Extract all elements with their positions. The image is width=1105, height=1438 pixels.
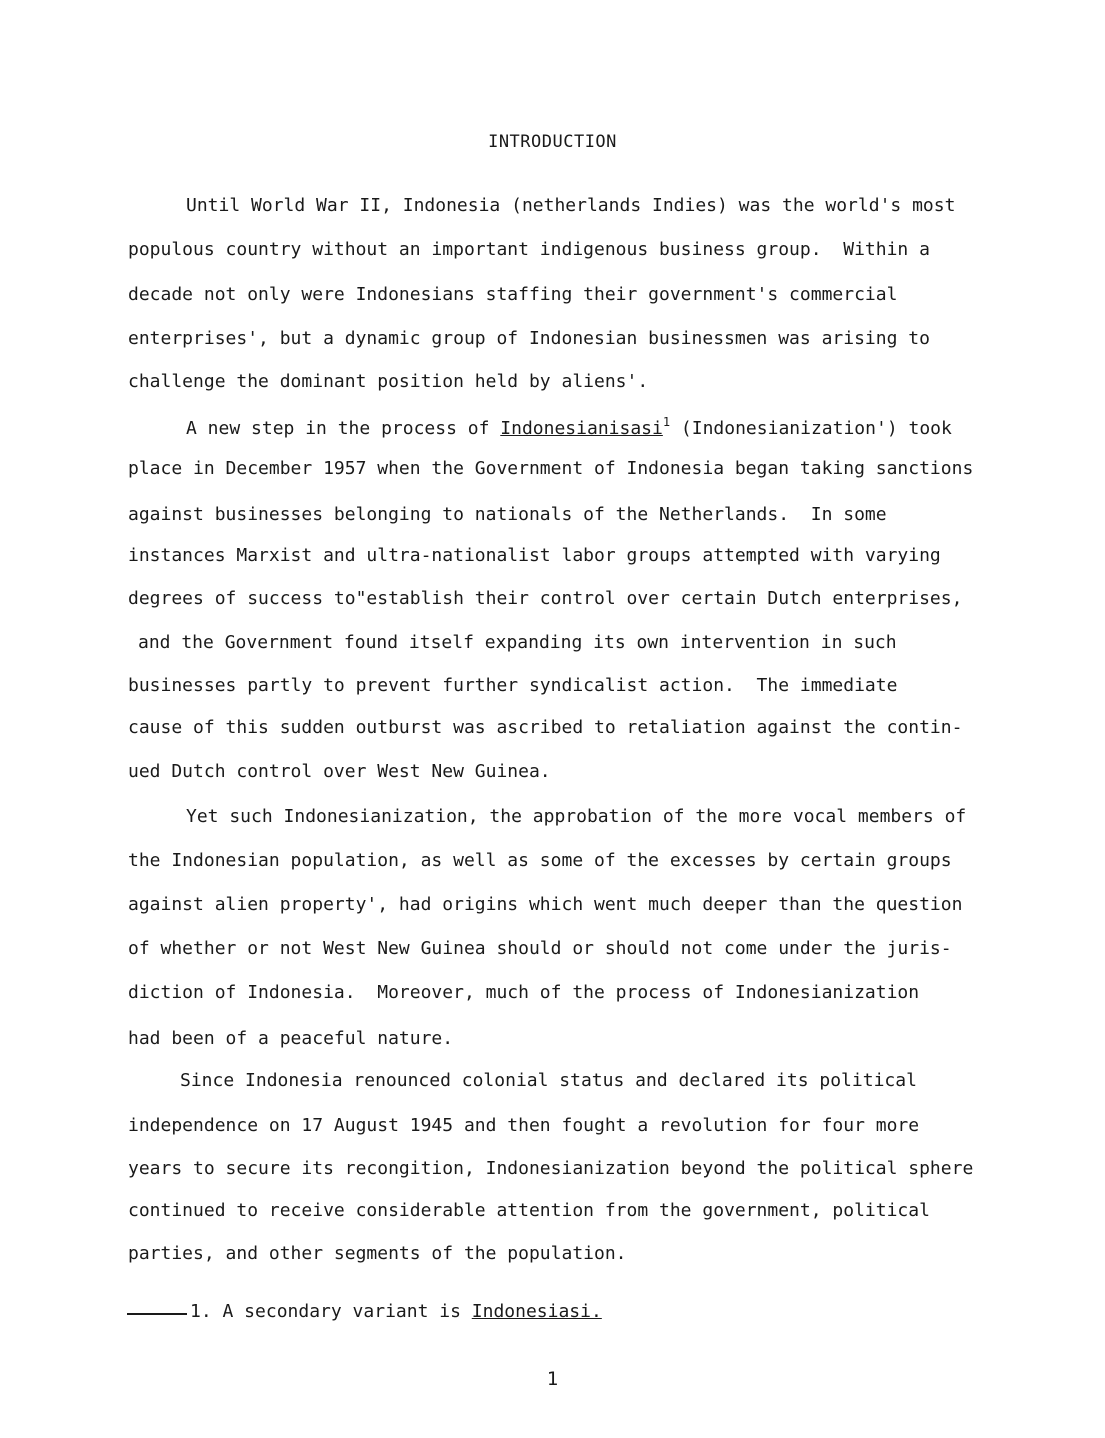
paragraph-2-line-7: businesses partly to prevent further syndicalist action. The immediate — [128, 675, 898, 696]
paragraph-2-line-9: ued Dutch control over West New Guinea. — [128, 761, 551, 782]
paragraph-3-line-5: diction of Indonesia. Moreover, much of the process of Indonesianization — [128, 982, 920, 1003]
paragraph-2-line-1 — [186, 415, 952, 439]
paragraph-2-line-3: against businesses belonging to nationals of the Netherlands. In some — [128, 504, 887, 525]
paragraph-4-line-5: parties, and other segments of the population. — [128, 1243, 627, 1264]
paragraph-2-line-6: and the Government found itself expanding its own intervention in such — [138, 632, 897, 653]
paragraph-2-line-8: cause of this sudden outburst was ascribed to retaliation against the contin- — [128, 717, 963, 738]
footnote-rule — [127, 1313, 187, 1315]
paragraph-1-line-1: Until World War II, Indonesia (netherlands Indies) was the world's most — [186, 195, 956, 216]
footnote-term: Indonesiasi. — [471, 1301, 602, 1322]
paragraph-2-line-2: place in December 1957 when the Government of Indonesia began taking sanctions — [128, 458, 974, 479]
paragraph-4-line-4: continued to receive considerable attention from the government, political — [128, 1200, 930, 1221]
paragraph-1-line-3: decade not only were Indonesians staffing their government's commercial — [128, 284, 898, 305]
paragraph-4-line-3: years to secure its recongition, Indonesianization beyond the political sphere — [128, 1158, 974, 1179]
paragraph-3-line-4: of whether or not West New Guinea should or should not come under the juris- — [128, 938, 952, 959]
p2-line1-pre: A new step in the process of — [186, 418, 501, 439]
paragraph-3-line-2: the Indonesian population, as well as some of the excesses by certain groups — [128, 850, 952, 871]
paragraph-3-line-3: against alien property', had origins which went much deeper than the question — [128, 894, 963, 915]
footnote-text: 1. A secondary variant is — [190, 1301, 472, 1322]
page-number: 1 — [546, 1368, 559, 1390]
indonesianisasi-term: Indonesianisasi — [500, 418, 663, 439]
paragraph-4-line-1: Since Indonesia renounced colonial status and declared its political — [180, 1070, 917, 1091]
paragraph-4-line-2: independence on 17 August 1945 and then fought a revolution for four more — [128, 1115, 920, 1136]
paragraph-1-line-5: challenge the dominant position held by aliens'. — [128, 371, 649, 392]
paragraph-3-line-6: had been of a peaceful nature. — [128, 1028, 454, 1049]
footnote — [190, 1301, 602, 1322]
paragraph-3-line-1: Yet such Indonesianization, the approbation of the more vocal members of — [186, 806, 967, 827]
paragraph-1-line-2: populous country without an important indigenous business group. Within a — [128, 239, 930, 260]
paragraph-1-line-4: enterprises', but a dynamic group of Indonesian businessmen was arising to — [128, 328, 930, 349]
footnote-marker: 1 — [662, 415, 671, 429]
paragraph-2-line-5: degrees of success to"establish their control over certain Dutch enterprises, — [128, 588, 963, 609]
page-title: INTRODUCTION — [488, 132, 617, 152]
p2-line1-post: (Indonesianization') took — [670, 418, 952, 439]
paragraph-2-line-4: instances Marxist and ultra-nationalist labor groups attempted with varying — [128, 545, 941, 566]
